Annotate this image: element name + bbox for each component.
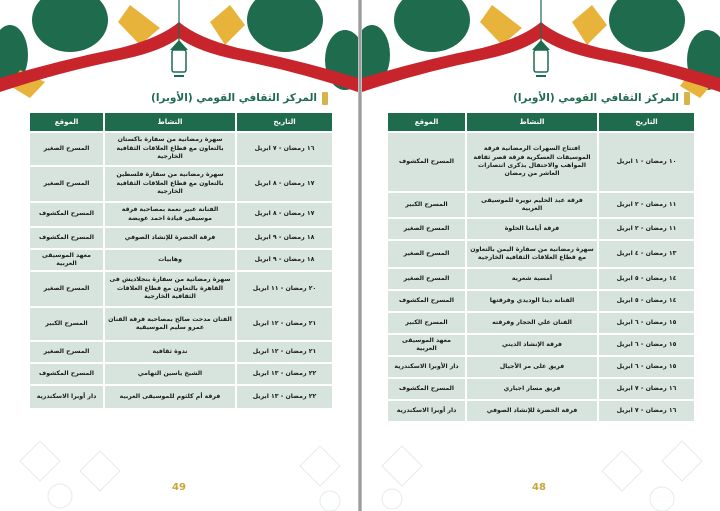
page-number: 49: [172, 482, 186, 493]
cell-activity: الشيخ ياسين التهامي: [105, 364, 235, 384]
cell-date: ٢١ رمضان - ١٢ ابريل: [237, 342, 332, 362]
cell-activity: وهابيات: [105, 250, 235, 270]
cell-date: ١٧ رمضان - ٨ ابريل: [237, 203, 332, 226]
cell-location: المسرح المكشوف: [388, 133, 465, 191]
cell-activity: فريق على مر الأجيال: [467, 357, 597, 377]
cell-date: ١٤ رمضان - ٥ ابريل: [599, 269, 694, 289]
table-row: [30, 386, 332, 408]
header-date: التاريخ: [599, 113, 694, 131]
cell-date: ١٧ رمضان - ٨ ابريل: [237, 167, 332, 201]
header-activity: النشاط: [467, 113, 597, 131]
table-row: [30, 133, 332, 165]
cell-location: المسرح الكبير: [388, 313, 465, 333]
cell-location: دار أوبرا الاسكندرية: [30, 386, 103, 408]
cell-location: المسرح الصغير: [388, 219, 465, 239]
table-row: [388, 291, 694, 311]
cell-date: ٢٢ رمضان - ١٣ ابريل: [237, 386, 332, 408]
cell-activity: الفنان مدحت صالح بمصاحبة فرقة الفنان عمرو سليم الموسيقية: [105, 308, 235, 340]
cell-location: المسرح المكشوف: [30, 203, 103, 226]
cell-activity: ندوة ثقافية: [105, 342, 235, 362]
table-row: [388, 313, 694, 333]
table-row: [388, 379, 694, 399]
cell-location: المسرح الصغير: [30, 342, 103, 362]
cell-location: المسرح الصغير: [30, 272, 103, 306]
table-row: [388, 133, 694, 191]
cell-location: معهد الموسيقى العربية: [388, 335, 465, 355]
cell-activity: سهرة رمضانية من سفارة باكستان بالتعاون مع قطاع العلاقات الثقافية الخارجية: [105, 133, 235, 165]
cell-date: ١١ رمضان - ٢ ابريل: [599, 193, 694, 217]
section-title: [513, 88, 690, 108]
cell-activity: فرقة أيامنا الحلوة: [467, 219, 597, 239]
cell-activity: فرقة الحضرة للإنشاد الصوفي: [467, 401, 597, 421]
table-header-row: [30, 113, 332, 131]
table-row: [388, 357, 694, 377]
cell-activity: فريق مسار اجباري: [467, 379, 597, 399]
cell-activity: الفنانة عبير نعمة بمصاحبة فرقة موسيقى قيادة احمد عويضة: [105, 203, 235, 226]
table-row: [30, 203, 332, 226]
cell-date: ٢٠ رمضان - ١١ ابريل: [237, 272, 332, 306]
decorative-floor-pattern: [0, 421, 358, 511]
cell-activity: الفنانة دينا الوديدي وفرقتها: [467, 291, 597, 311]
cell-location: معهد الموسيقى العربية: [30, 250, 103, 270]
cell-date: ١٦ رمضان - ٧ ابريل: [599, 401, 694, 421]
cell-date: ١٥ رمضان - ٦ ابريل: [599, 335, 694, 355]
cell-date: ١٣ رمضان - ٤ ابريل: [599, 241, 694, 267]
table-row: [30, 364, 332, 384]
header-location: الموقع: [388, 113, 465, 131]
cell-date: ١٦ رمضان - ٧ ابريل: [237, 133, 332, 165]
cell-location: المسرح الصغير: [30, 133, 103, 165]
cell-date: ٢١ رمضان - ١٢ ابريل: [237, 308, 332, 340]
table-row: [388, 219, 694, 239]
header-activity: النشاط: [105, 113, 235, 131]
cell-location: المسرح الكبير: [388, 193, 465, 217]
title-text: المركز الثقافي القومي (الأوبرا): [513, 92, 679, 104]
table-row: [388, 269, 694, 289]
cell-date: ١١ رمضان - ٢ ابريل: [599, 219, 694, 239]
title-marker-icon: [322, 92, 328, 105]
section-title: [151, 88, 328, 108]
cell-date: ١٤ رمضان - ٥ ابريل: [599, 291, 694, 311]
cell-date: ٢٢ رمضان - ١٣ ابريل: [237, 364, 332, 384]
cell-location: المسرح المكشوف: [388, 379, 465, 399]
table-row: [30, 272, 332, 306]
cell-location: المسرح الصغير: [388, 241, 465, 267]
page-48: [362, 0, 720, 511]
table-row: [30, 228, 332, 248]
cell-activity: سهرة رمضانية من سفارة بنجلاديش فى القاهرة بالتعاون مع قطاع العلاقات الثقافية الخارجية: [105, 272, 235, 306]
cell-activity: فرقة عبد الحليم نويره للموسيقى العربية: [467, 193, 597, 217]
title-marker-icon: [684, 92, 690, 105]
table-row: [388, 335, 694, 355]
cell-location: المسرح المكشوف: [388, 291, 465, 311]
cell-location: المسرح الصغير: [388, 269, 465, 289]
cell-location: المسرح الكبير: [30, 308, 103, 340]
cell-activity: أمسية شعرية: [467, 269, 597, 289]
cell-activity: الفنان علي الحجار وفرقته: [467, 313, 597, 333]
cell-location: دار أوبرا الاسكندرية: [388, 401, 465, 421]
cell-activity: فرقة أم كلثوم للموسيقى العربية: [105, 386, 235, 408]
cell-location: المسرح المكشوف: [30, 364, 103, 384]
table-row: [388, 193, 694, 217]
cell-date: ١٥ رمضان - ٦ ابريل: [599, 357, 694, 377]
schedule-table: [28, 111, 334, 410]
decorative-floor-pattern: [362, 421, 720, 511]
cell-activity: سهرة رمضانية من سفارة اليمن بالتعاون مع قطاع العلاقات الثقافية الخارجية: [467, 241, 597, 267]
schedule-table: [386, 111, 696, 423]
cell-location: المسرح الصغير: [30, 167, 103, 201]
cell-date: ١٦ رمضان - ٧ ابريل: [599, 379, 694, 399]
header-location: الموقع: [30, 113, 103, 131]
table-row: [30, 167, 332, 201]
cell-location: المسرح المكشوف: [30, 228, 103, 248]
cell-location: دار الأوبرا الاسكندرية: [388, 357, 465, 377]
table-row: [30, 308, 332, 340]
table-row: [30, 250, 332, 270]
cell-date: ١٠ رمضان - ١ ابريل: [599, 133, 694, 191]
table-row: [388, 401, 694, 421]
title-text: المركز الثقافي القومي (الأوبرا): [151, 92, 317, 104]
cell-activity: سهرة رمضانية من سفارة فلسطين بالتعاون مع قطاع العلاقات الثقافية الخارجية: [105, 167, 235, 201]
cell-activity: فرقة الحضرة للإنشاد الصوفي: [105, 228, 235, 248]
header-date: التاريخ: [237, 113, 332, 131]
cell-date: ١٥ رمضان - ٦ ابريل: [599, 313, 694, 333]
table-row: [30, 342, 332, 362]
page-49: [0, 0, 358, 511]
table-row: [388, 241, 694, 267]
cell-date: ١٨ رمضان - ٩ ابريل: [237, 250, 332, 270]
cell-date: ١٨ رمضان - ٩ ابريل: [237, 228, 332, 248]
cell-activity: افتتاح السهرات الرمضانية فرقة الموسيقات العسكرية فرقة قصر ثقافة المواهب والاحتفال بذكرى انتصارات العاشر من رمضان: [467, 133, 597, 191]
table-header-row: [388, 113, 694, 131]
cell-activity: فرقة الإنشاد الديني: [467, 335, 597, 355]
page-number: 48: [532, 482, 546, 493]
